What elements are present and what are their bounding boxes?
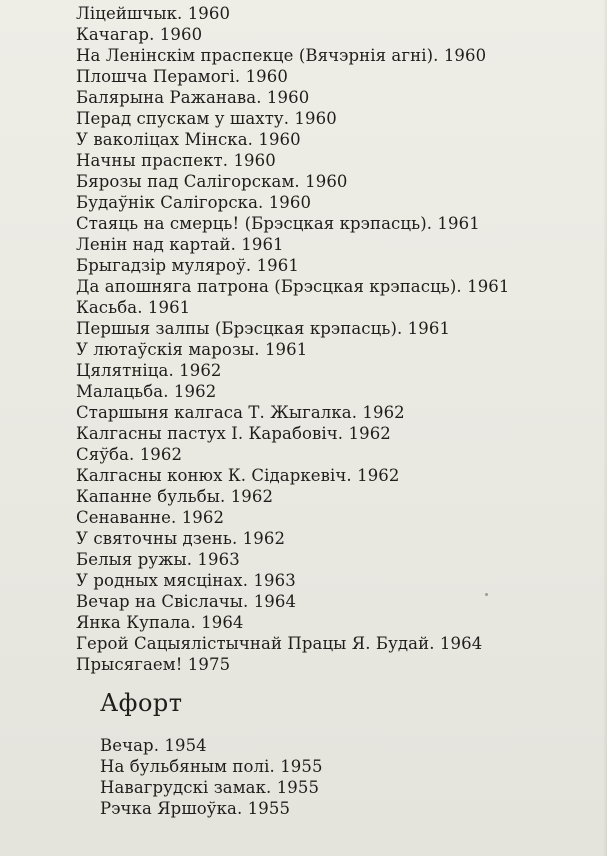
list-item: Янка Купала. 1964 — [76, 613, 244, 632]
list-item: У ваколіцах Мінска. 1960 — [76, 130, 301, 149]
list-item: Касьба. 1961 — [76, 298, 191, 317]
list-item: Малацьба. 1962 — [76, 382, 217, 401]
list-item: Ленін над картай. 1961 — [76, 235, 284, 254]
paper-speck — [485, 593, 488, 596]
list-item: Да апошняга патрона (Брэсцкая крэпасць). 1961 — [76, 277, 510, 296]
list-item: Старшыня калгаса Т. Жыгалка. 1962 — [76, 403, 405, 422]
list-item: Качагар. 1960 — [76, 25, 203, 44]
list-item: Бярозы пад Салігорскам. 1960 — [76, 172, 348, 191]
list-item: Сенаванне. 1962 — [76, 508, 225, 527]
list-item: Плошча Перамогі. 1960 — [76, 67, 288, 86]
works-list — [76, 3, 576, 675]
list-item: Начны праспект. 1960 — [76, 151, 276, 170]
list-item: У лютаўскія марозы. 1961 — [76, 340, 308, 359]
list-item: Рэчка Яршоўка. 1955 — [100, 799, 291, 818]
list-item: Вечар. 1954 — [100, 736, 207, 755]
list-item: Балярына Ражанава. 1960 — [76, 88, 310, 107]
list-item: У родных мясцінах. 1963 — [76, 571, 296, 590]
list-item: Стаяць на смерць! (Брэсцкая крэпасць). 1961 — [76, 214, 480, 233]
list-item: На бульбяным полі. 1955 — [100, 757, 323, 776]
list-item: Брыгадзір муляроў. 1961 — [76, 256, 299, 275]
list-item: Ліцейшчык. 1960 — [76, 4, 231, 23]
list-item: Калгасны пастух І. Карабовіч. 1962 — [76, 424, 391, 443]
list-item: Капанне бульбы. 1962 — [76, 487, 274, 506]
page-edge-shadow — [603, 0, 607, 856]
list-item: Герой Сацыялістычнай Працы Я. Будай. 1964 — [76, 634, 483, 653]
list-item: На Ленінскім праспекце (Вячэрнія агні). 1960 — [76, 46, 487, 65]
list-item: Вечар на Свіслачы. 1964 — [76, 592, 297, 611]
section-heading: Афорт — [100, 689, 183, 717]
list-item: У святочны дзень. 1962 — [76, 529, 286, 548]
list-item: Прысягаем! 1975 — [76, 655, 231, 674]
list-item: Калгасны конюх К. Сідаркевіч. 1962 — [76, 466, 400, 485]
list-item: Перад спускам у шахту. 1960 — [76, 109, 337, 128]
etching-section — [100, 688, 580, 819]
list-item: Першыя залпы (Брэсцкая крэпасць). 1961 — [76, 319, 451, 338]
list-item: Сяўба. 1962 — [76, 445, 183, 464]
list-item: Навагрудскі замак. 1955 — [100, 778, 320, 797]
list-item: Будаўнік Салігорска. 1960 — [76, 193, 312, 212]
list-item: Белыя ружы. 1963 — [76, 550, 240, 569]
list-item: Цялятніца. 1962 — [76, 361, 222, 380]
